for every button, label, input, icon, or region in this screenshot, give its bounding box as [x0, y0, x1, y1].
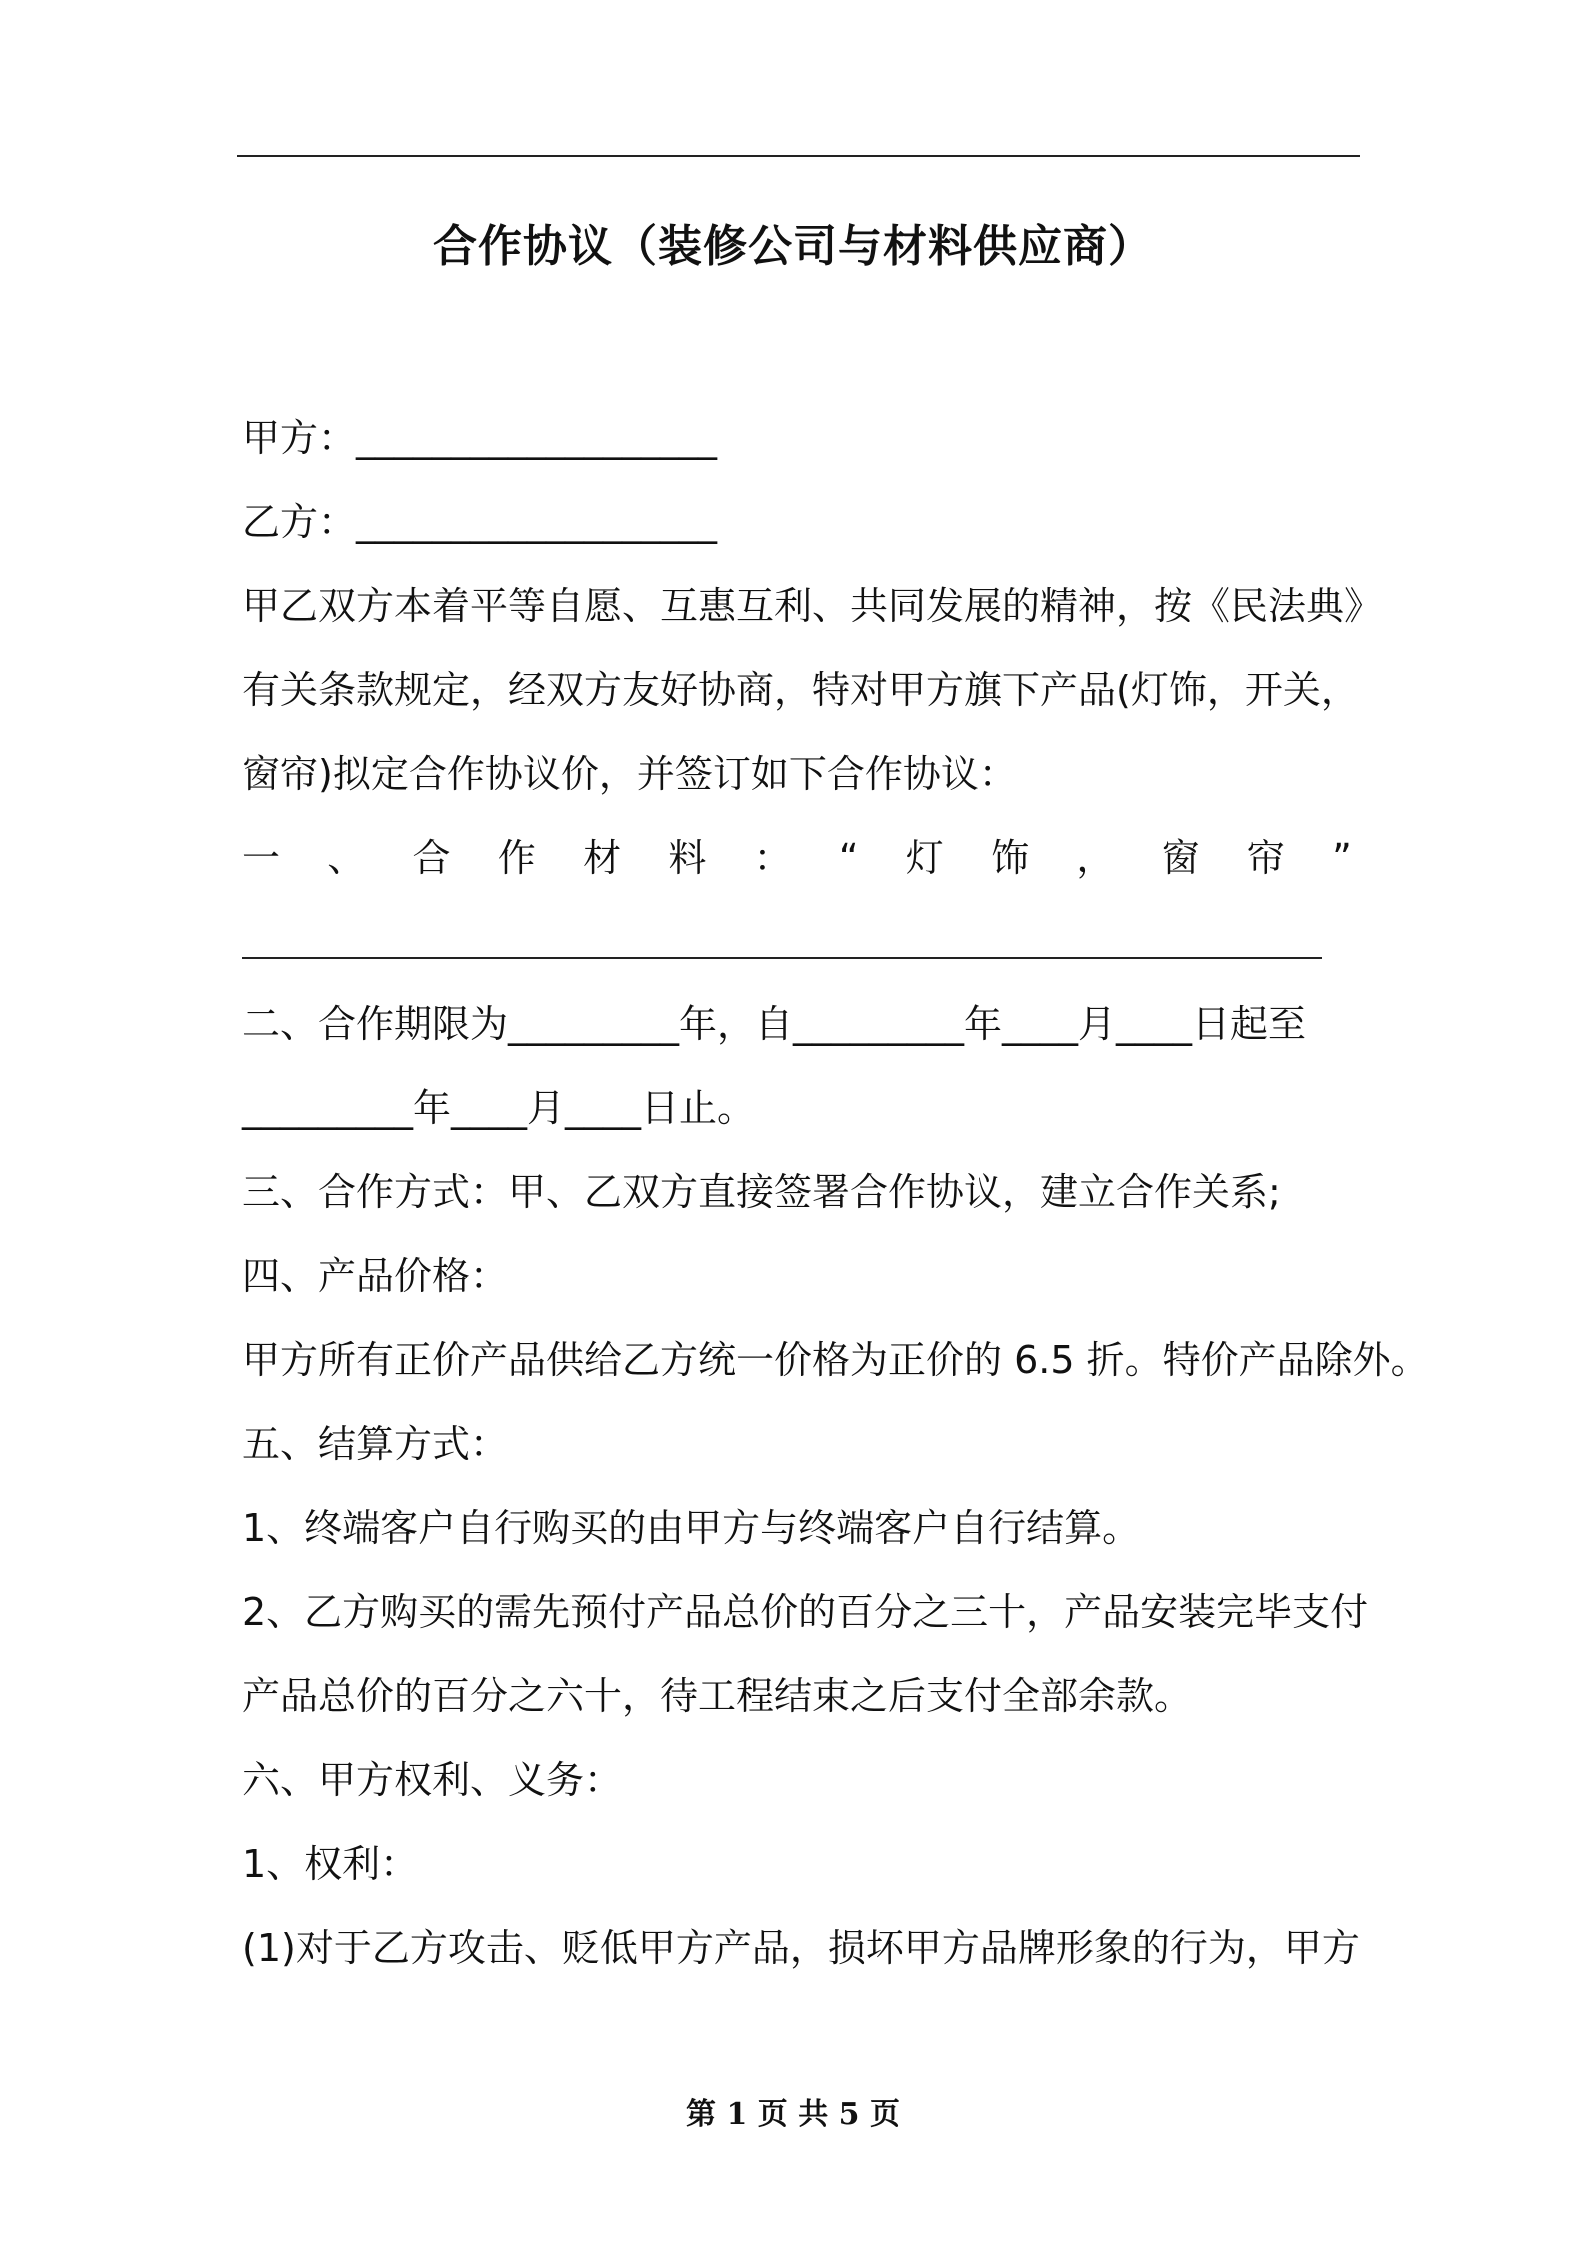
section-1-char: 帘: [1246, 836, 1285, 880]
section-1-char: 窗: [1161, 836, 1200, 880]
section-1-char: ：: [753, 836, 792, 880]
header-rule: [237, 155, 1360, 157]
section-2-line-2: _________年____月____日止。: [242, 1086, 756, 1130]
section-1-char: 合: [412, 836, 451, 880]
party-a-line: 甲方：___________________: [242, 416, 718, 460]
section-1-char: 材: [583, 836, 622, 880]
section-6-heading: 六、甲方权利、义务：: [242, 1758, 623, 1802]
intro-line-1: 甲乙双方本着平等自愿、互惠互利、共同发展的精神，按《民法典》: [242, 584, 1383, 628]
party-b-line: 乙方：___________________: [242, 500, 718, 544]
section-6-subheading: 1、权利：: [242, 1842, 419, 1886]
intro-line-3: 窗帘)拟定合作协议价，并签订如下合作协议：: [242, 752, 1017, 796]
section-1-char: 一: [242, 836, 281, 880]
section-2-line-1: 二、合作期限为_________年，自_________年____月____日起至: [242, 1002, 1307, 1046]
section-1-char: ”: [1332, 836, 1352, 880]
section-4-heading: 四、产品价格：: [242, 1254, 509, 1298]
intro-line-2: 有关条款规定，经双方友好协商，特对甲方旗下产品(灯饰，开关，: [242, 668, 1359, 712]
section-4-text: 甲方所有正价产品供给乙方统一价格为正价的 6.5 折。特价产品除外。: [242, 1338, 1429, 1382]
section-3-text: 三、合作方式：甲、乙双方直接签署合作协议，建立合作关系;: [242, 1170, 1281, 1214]
section-1-char: “: [838, 836, 859, 880]
section-1-char: 饰: [991, 836, 1030, 880]
section-1-line: [242, 830, 1352, 886]
section-5-item-2-line-2: 产品总价的百分之六十，待工程结束之后支付全部余款。: [242, 1674, 1193, 1718]
section-5-heading: 五、结算方式：: [242, 1422, 509, 1466]
section-1-char: 灯: [905, 836, 944, 880]
section-5-item-2-line-1: 2、乙方购买的需先预付产品总价的百分之三十，产品安装完毕支付: [242, 1590, 1369, 1634]
section-1-blank-rule: [242, 957, 1322, 959]
section-1-char: 料: [668, 836, 707, 880]
document-title: 合作协议（装修公司与材料供应商）: [433, 221, 1153, 272]
section-1-char: 、: [327, 836, 366, 880]
page-number: 第 1 页 共 5 页: [686, 2097, 900, 2132]
section-5-item-1: 1、终端客户自行购买的由甲方与终端客户自行结算。: [242, 1506, 1141, 1550]
section-1-char: 作: [497, 836, 536, 880]
section-1-char: ，: [1076, 836, 1115, 880]
section-6-item-1: (1)对于乙方攻击、贬低甲方产品，损坏甲方品牌形象的行为，甲方: [242, 1926, 1360, 1970]
